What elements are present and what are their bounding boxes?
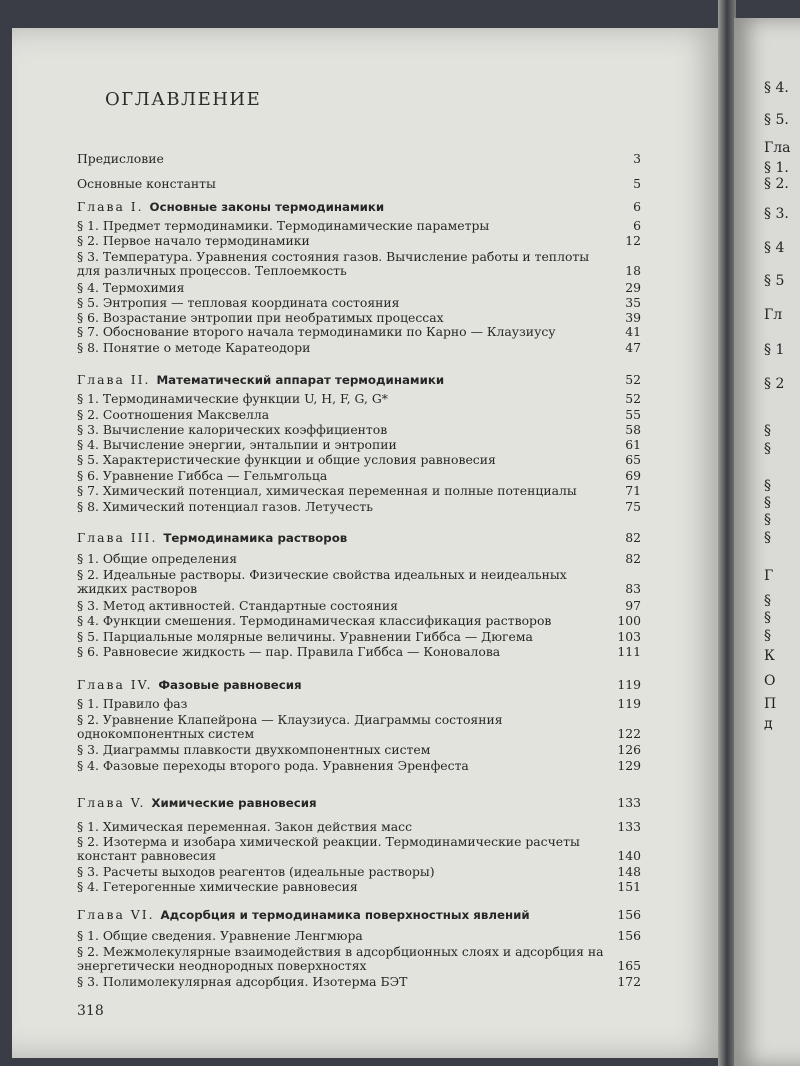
- toc-section: [77, 759, 641, 773]
- toc-section: [77, 423, 641, 437]
- toc-section: [77, 408, 641, 422]
- toc-entry-title: § 4. Гетерогенные химические равновесия: [77, 880, 358, 894]
- toc-entry-page: 75: [625, 499, 641, 514]
- toc-entry-page: 133: [617, 795, 641, 810]
- right-page-fragment: § 4.: [764, 80, 789, 96]
- toc-entry-page: 55: [625, 407, 641, 422]
- toc-entry-page: 58: [625, 422, 641, 437]
- right-page: [734, 18, 800, 1066]
- toc-section: [77, 500, 641, 514]
- toc-entry-page: 6: [633, 199, 641, 214]
- toc-section: [77, 865, 641, 879]
- toc-entry-title: § 6. Равновесие жидкость — пар. Правила Гиббса — Коновалова: [77, 645, 501, 659]
- chapter-title: Химические равновесия: [151, 796, 317, 810]
- toc-chapter-4: [77, 678, 641, 692]
- toc-entry-title: § 1. Предмет термодинамики. Термодинамические параметры: [77, 219, 490, 233]
- toc-entry-page: 97: [625, 598, 641, 613]
- chapter-title: Математический аппарат термодинамики: [156, 373, 445, 387]
- toc-entry-page: 82: [625, 530, 641, 545]
- toc-entry-page: 119: [617, 696, 641, 711]
- toc-chapter-5: [77, 796, 641, 810]
- right-page-fragment: §: [764, 495, 771, 511]
- toc-entry-title: § 2. Соотношения Максвелла: [77, 408, 270, 422]
- toc-entry-page: 148: [617, 864, 641, 879]
- toc-entry-title: § 4. Вычисление энергии, энтальпии и энтропии: [77, 438, 397, 452]
- toc-entry-title: § 3. Расчеты выходов реагентов (идеальные растворы): [77, 865, 435, 879]
- toc-entry-page: 65: [625, 452, 641, 467]
- toc-section: [77, 552, 641, 566]
- right-page-fragment: §: [764, 530, 771, 546]
- toc-section: [77, 645, 641, 659]
- toc-entry-page: 103: [617, 629, 641, 644]
- toc-section: [77, 281, 641, 295]
- toc-chapter-1: [77, 200, 641, 214]
- toc-entry-page: 5: [633, 176, 641, 191]
- right-page-fragment: §: [764, 478, 771, 494]
- toc-entry-page: 35: [625, 295, 641, 310]
- toc-section: [77, 484, 641, 498]
- right-page-fragment: § 1: [764, 342, 785, 358]
- right-page-fragment: К: [764, 648, 775, 664]
- toc-entry-page: 119: [617, 677, 641, 692]
- toc-entry-title: § 4. Фазовые переходы второго рода. Уравнения Эренфеста: [77, 759, 469, 773]
- toc-entry-title: § 1. Химическая переменная. Закон действия масс: [77, 820, 413, 834]
- toc-entry-title: Предисловие: [77, 152, 164, 166]
- right-page-fragment: § 1.: [764, 160, 789, 176]
- right-page-fragment: § 4: [764, 240, 785, 256]
- toc-entry-page: 82: [625, 551, 641, 566]
- toc-entry-title: § 2. Идеальные растворы. Физические свойства идеальных и неидеальных жидких растворов: [77, 568, 567, 596]
- toc-entry-page: 126: [617, 742, 641, 757]
- toc-entry-title: § 2. Первое начало термодинамики: [77, 234, 310, 248]
- toc-entry-page: 151: [617, 879, 641, 894]
- chapter-title: Основные законы термодинамики: [149, 200, 385, 214]
- toc-section: [77, 325, 641, 339]
- right-page-fragment: Гл: [764, 307, 783, 323]
- toc-entry-page: 156: [617, 928, 641, 943]
- right-page-fragment: §: [764, 423, 771, 439]
- toc-entry-title: § 5. Парциальные молярные величины. Уравнении Гиббса — Дюгема: [77, 630, 533, 644]
- toc-section: [77, 614, 641, 628]
- toc-entry-page: 69: [625, 468, 641, 483]
- right-page-fragment: § 5: [764, 273, 785, 289]
- right-page-fragment: Гла: [764, 140, 791, 156]
- right-page-fragment: §: [764, 628, 771, 644]
- toc-entry-title: § 4. Функции смешения. Термодинамическая классификация растворов: [77, 614, 552, 628]
- toc-entry-title: § 3. Диаграммы плавкости двухкомпонентных систем: [77, 743, 431, 757]
- toc-entry-page: 6: [633, 218, 641, 233]
- toc-entry-page: 71: [625, 483, 641, 498]
- toc-entry-title: [77, 531, 641, 545]
- toc-entry-page: 122: [617, 726, 641, 741]
- toc-entry-title: § 1. Общие сведения. Уравнение Ленгмюра: [77, 929, 363, 943]
- toc-entry-title: § 1. Общие определения: [77, 552, 238, 566]
- toc-section: [77, 975, 641, 989]
- toc-entry-title: § 8. Химический потенциал газов. Летучесть: [77, 500, 373, 514]
- chapter-label: Глава VI.: [77, 908, 161, 922]
- toc-chapter-3: [77, 531, 641, 545]
- toc-entry-title: § 2. Изотерма и изобара химической реакции. Термодинамические расчеты констант равновесия: [77, 835, 580, 863]
- right-page-fragment: § 2: [764, 376, 785, 392]
- right-page-fragment: Г: [764, 568, 774, 584]
- toc-section: [77, 341, 641, 355]
- right-page-fragment: §: [764, 593, 771, 609]
- right-page-fragment: § 2.: [764, 176, 789, 192]
- toc-section: [77, 219, 641, 233]
- toc-entry-title: [77, 678, 641, 692]
- toc-entry-page: 165: [617, 958, 641, 973]
- chapter-title: Термодинамика растворов: [163, 531, 348, 545]
- toc-section: [77, 630, 641, 644]
- right-page-fragment: О: [764, 673, 776, 689]
- toc-section: [77, 820, 641, 834]
- toc-entry-title: § 2. Уравнение Клапейрона — Клаузиуса. Диаграммы состояния однокомпонентных систем: [77, 713, 503, 741]
- right-page-fragment: § 5.: [764, 112, 789, 128]
- toc-entry-title: § 6. Возрастание энтропии при необратимых процессах: [77, 311, 444, 325]
- toc-entry-title: [77, 373, 641, 387]
- toc-heading: ОГЛАВЛЕНИЕ: [105, 89, 262, 110]
- right-page-fragment: §: [764, 512, 771, 528]
- toc-entry-page: 12: [625, 233, 641, 248]
- chapter-label: Глава II.: [77, 373, 157, 387]
- toc-section: [77, 697, 641, 711]
- toc-entry-title: § 8. Понятие о методе Каратеодори: [77, 341, 311, 355]
- toc-entry-title: § 1. Термодинамические функции U, H, F, G, G*: [77, 392, 388, 406]
- toc-section: [77, 438, 641, 452]
- right-page-fragment: §: [764, 610, 771, 626]
- toc-entry-title: [77, 796, 641, 810]
- toc-entry-page: 156: [617, 907, 641, 922]
- toc-entry-title: § 3. Полимолекулярная адсорбция. Изотерма БЭТ: [77, 975, 408, 989]
- toc-section: [77, 835, 641, 863]
- toc-section: [77, 296, 641, 310]
- toc-entry-page: 52: [625, 391, 641, 406]
- toc-section: [77, 743, 641, 757]
- toc-entry-page: 172: [617, 974, 641, 989]
- chapter-label: Глава III.: [77, 531, 164, 545]
- toc-entry-title: § 3. Метод активностей. Стандартные состояния: [77, 599, 398, 613]
- toc-section: [77, 929, 641, 943]
- chapter-label: Глава IV.: [77, 678, 159, 692]
- toc-entry-page: 18: [625, 263, 641, 278]
- toc-intro-constants: [77, 177, 641, 191]
- toc-entry-page: 111: [617, 644, 641, 659]
- toc-entry-title: § 4. Термохимия: [77, 281, 185, 295]
- toc-entry-page: 129: [617, 758, 641, 773]
- toc-section: [77, 945, 641, 973]
- toc-section: [77, 453, 641, 467]
- toc-entry-page: 140: [617, 848, 641, 863]
- toc-chapter-6: [77, 908, 641, 922]
- toc-section: [77, 311, 641, 325]
- toc-chapter-2: [77, 373, 641, 387]
- toc-entry-title: § 1. Правило фаз: [77, 697, 188, 711]
- toc-entry-title: § 2. Межмолекулярные взаимодействия в адсорбционных слоях и адсорбция на энергетически неоднородных поверхностях: [77, 945, 604, 973]
- page-number: 318: [77, 1003, 104, 1019]
- chapter-title: Адсорбция и термодинамика поверхностных явлений: [160, 908, 530, 922]
- toc-entry-page: 100: [617, 613, 641, 628]
- toc-entry-title: § 5. Характеристические функции и общие условия равновесия: [77, 453, 496, 467]
- right-page-fragment: §: [764, 441, 771, 457]
- chapter-label: Глава V.: [77, 796, 152, 810]
- toc-intro-preface: [77, 152, 641, 166]
- toc-entry-page: 39: [625, 310, 641, 325]
- toc-section: [77, 392, 641, 406]
- toc-section: [77, 234, 641, 248]
- toc-entry-title: Основные константы: [77, 177, 216, 191]
- toc-section: [77, 880, 641, 894]
- toc-section: [77, 713, 641, 741]
- toc-entry-title: [77, 908, 641, 922]
- toc-entry-page: 29: [625, 280, 641, 295]
- toc-entry-page: 41: [625, 324, 641, 339]
- toc-section: [77, 568, 641, 596]
- toc-entry-title: § 7. Обоснование второго начала термодинамики по Карно — Клаузиусу: [77, 325, 556, 339]
- toc-section: [77, 250, 641, 278]
- chapter-title: Фазовые равновесия: [158, 678, 302, 692]
- toc-entry-page: 61: [625, 437, 641, 452]
- toc-entry-title: § 6. Уравнение Гиббса — Гельмгольца: [77, 469, 328, 483]
- toc-entry-title: § 3. Температура. Уравнения состояния газов. Вычисление работы и теплоты для различных процессов. Теплоемкость: [77, 250, 590, 278]
- chapter-label: Глава I.: [77, 200, 150, 214]
- toc-entry-page: 3: [633, 151, 641, 166]
- toc-entry-page: 52: [625, 372, 641, 387]
- right-page-fragment: § 3.: [764, 206, 789, 222]
- right-page-fragment: П: [764, 696, 777, 712]
- toc-entry-page: 83: [625, 581, 641, 596]
- right-page-fragment: д: [764, 716, 773, 732]
- toc-entry-title: § 3. Вычисление калорических коэффициентов: [77, 423, 388, 437]
- toc-entry-page: 47: [625, 340, 641, 355]
- toc-entry-title: [77, 200, 641, 214]
- toc-section: [77, 469, 641, 483]
- toc-entry-page: 133: [617, 819, 641, 834]
- toc-entry-title: § 5. Энтропия — тепловая координата состояния: [77, 296, 400, 310]
- toc-section: [77, 599, 641, 613]
- toc-entry-title: § 7. Химический потенциал, химическая переменная и полные потенциалы: [77, 484, 577, 498]
